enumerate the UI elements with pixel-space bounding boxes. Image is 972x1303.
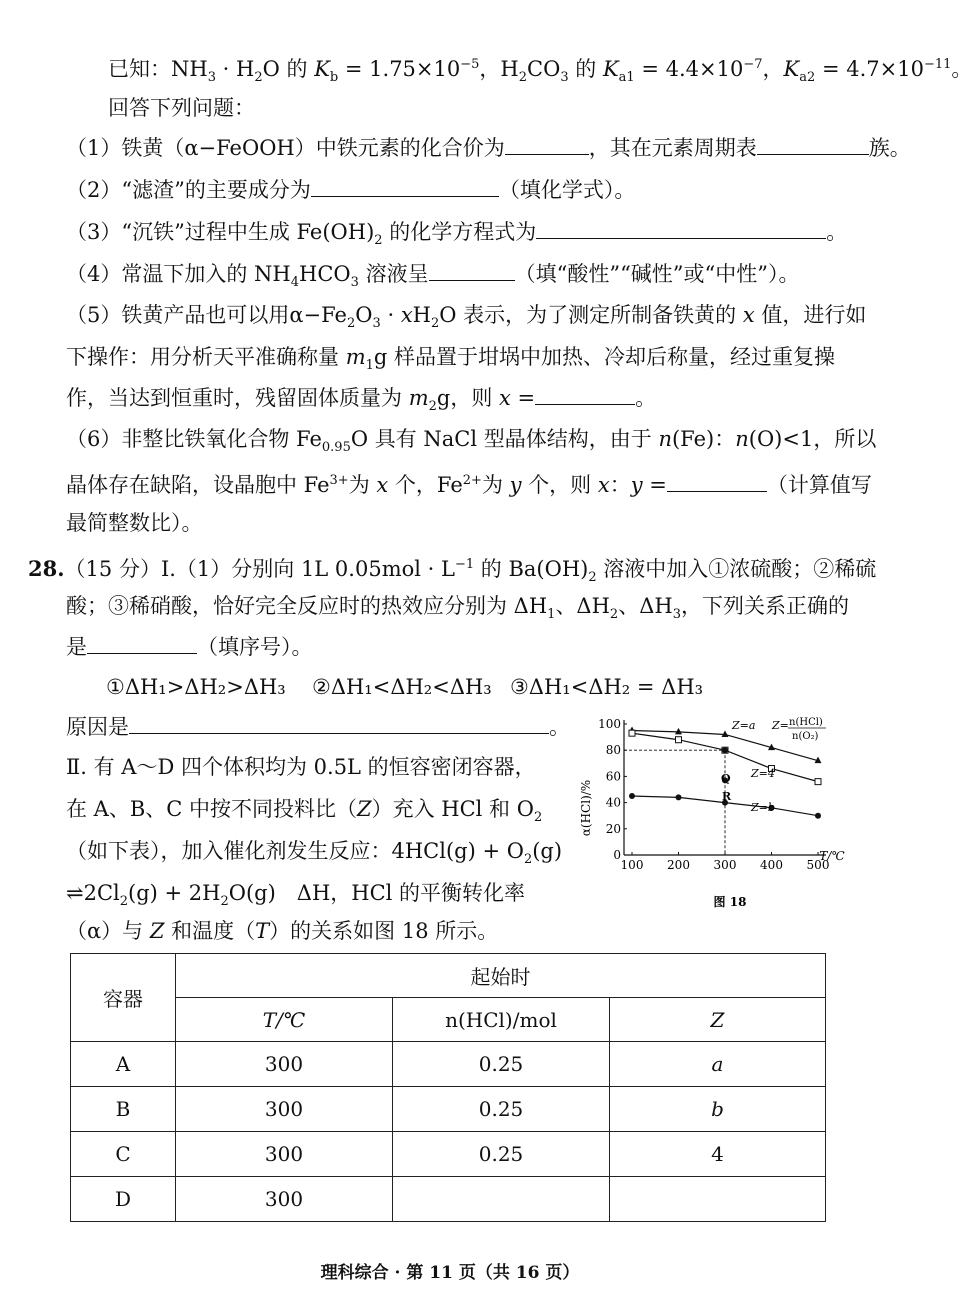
label-denominator: n(O₂) (792, 731, 819, 742)
superscript: −1 (454, 557, 475, 572)
answer-blank[interactable] (535, 384, 635, 405)
text: 值，进行如 (754, 303, 867, 327)
y-tick-label: 0 (613, 848, 621, 862)
table-row (71, 1177, 826, 1222)
subscript: 2 (523, 852, 533, 868)
data-point (815, 779, 821, 785)
text: = 1.75×10 (338, 57, 461, 81)
cell-n-hcl: 0.25 (393, 1042, 610, 1087)
text: ）充入 HCl 和 O (371, 797, 534, 821)
text: 作，当达到恒重时，残留固体质量为 (66, 386, 409, 410)
text: 和温度（ (164, 919, 256, 943)
question-28 (28, 550, 876, 593)
subscript: 1 (365, 358, 374, 374)
cell-n-hcl (393, 1177, 610, 1222)
x-axis-unit: T/℃ (819, 849, 845, 863)
text: （如下表），加入催化剂发生反应：4HCl(g) + O (66, 839, 524, 863)
part-2-line-4 (66, 878, 525, 917)
cell-container: D (71, 1177, 176, 1222)
conversion-chart (576, 708, 846, 918)
text: （5）铁黄产品也可以用α−Fe (66, 303, 347, 327)
question-6-line-3: 最简整数比）。 (66, 511, 203, 535)
y-axis-label: α(HCl)/% (579, 779, 593, 837)
data-point (629, 730, 635, 736)
subscript: a1 (618, 70, 635, 86)
y-tick-label: 40 (605, 795, 621, 810)
text: ， (762, 57, 784, 81)
variable: x (499, 386, 511, 410)
text: 为 (348, 473, 377, 497)
variable: y (630, 473, 643, 497)
label-z-4: Z=4 (751, 767, 775, 780)
variable: m (408, 386, 429, 410)
subscript: 2 (220, 894, 229, 910)
label-r: R (722, 790, 732, 803)
text: O 表示，为了测定所制备铁黄的 (439, 303, 743, 327)
cell-temperature: 300 (176, 1177, 393, 1222)
text: = 4.7×10 (815, 57, 924, 81)
part-2-line-1: Ⅱ. 有 A～D 四个体积均为 0.5L 的恒容密闭容器， (66, 755, 536, 779)
text: ，其在元素周期表 (588, 136, 757, 160)
header-start: 起始时 (176, 954, 826, 998)
text: （6）非整比铁氧化合物 Fe (66, 427, 322, 451)
text: 溶液呈 (358, 262, 429, 286)
question-2 (66, 175, 635, 205)
y-tick-label: 80 (605, 743, 621, 758)
subscript: 0.95 (321, 440, 351, 456)
text: = (510, 386, 536, 410)
kb-symbol: K (314, 57, 330, 81)
cell-z: a (610, 1042, 826, 1087)
superscript: −5 (460, 57, 480, 72)
text: · (380, 303, 401, 327)
question-3 (66, 217, 847, 256)
text: 的化学方程式为 (382, 220, 537, 244)
question-5-line-3 (66, 383, 656, 422)
text: 个，Fe (388, 473, 463, 497)
subscript: 2 (347, 316, 356, 332)
data-point (676, 794, 682, 800)
text: 已知：NH (108, 57, 208, 81)
x-tick-label: 200 (667, 858, 690, 872)
text: （计算值写 (766, 473, 872, 497)
text: HCO (299, 262, 351, 286)
text: ⇌2Cl (66, 881, 120, 905)
text: 酸；③稀硝酸，恰好完全反应时的热效应分别为 ΔH (66, 594, 548, 618)
marked-point (722, 747, 728, 753)
text: 是 (66, 635, 87, 659)
question-28-line-2 (66, 591, 849, 630)
subscript: 3 (207, 70, 216, 86)
data-point (676, 737, 682, 743)
superscript: 3+ (329, 473, 349, 488)
text: O 的 (262, 57, 315, 81)
y-tick-label: 60 (605, 769, 621, 784)
cell-n-hcl: 0.25 (393, 1087, 610, 1132)
data-point (675, 728, 682, 735)
page-footer: 理科综合 · 第 11 页（共 16 页） (320, 1263, 580, 1283)
cell-n-hcl: 0.25 (393, 1132, 610, 1177)
header-n-hcl: n(HCl)/mol (393, 998, 610, 1042)
subscript: 2 (609, 607, 619, 623)
label-z-def: Z= (772, 719, 789, 732)
text: 溶液中加入①浓硫酸；②稀硫 (596, 557, 877, 581)
text: (O)<1，所以 (748, 427, 877, 451)
label-q: Q (721, 772, 731, 785)
y-tick-label: 100 (598, 717, 621, 731)
reason-line (66, 712, 570, 742)
text: 。 (826, 220, 848, 244)
known-constants (108, 50, 972, 93)
subscript: 2 (428, 399, 437, 415)
text: ）的关系如图 18 所示。 (269, 919, 499, 943)
subscript: 2 (588, 570, 597, 586)
text: (Fe)： (671, 427, 736, 451)
text: （15 分）Ⅰ.（1）分别向 1L 0.05mol · L (64, 557, 455, 581)
option-2: ②ΔH₁<ΔH₂<ΔH₃ (312, 675, 492, 699)
text: （1）铁黄（α−FeOOH）中铁元素的化合价为 (66, 136, 505, 160)
question-1 (66, 133, 911, 163)
text: ： (609, 473, 631, 497)
x-tick-label: 500 (806, 858, 830, 872)
x-tick-label: 400 (760, 858, 783, 872)
option-1: ①ΔH₁>ΔH₂>ΔH₃ (106, 675, 286, 699)
text: g 样品置于坩埚中加热、冷却后称量，经过重复操 (373, 345, 836, 369)
superscript: −11 (923, 57, 952, 72)
text: 原因是 (66, 715, 129, 739)
data-point (722, 730, 729, 737)
x-tick-label: 100 (620, 858, 644, 872)
variable: n (658, 427, 672, 451)
text: 的 Ba(OH) (474, 557, 589, 581)
y-tick-label: 20 (605, 821, 621, 836)
variable: Z (357, 797, 372, 821)
answer-blank[interactable] (505, 134, 589, 155)
label-z-a: Z=a (732, 719, 756, 732)
cell-container: B (71, 1087, 176, 1132)
subscript: 3 (372, 316, 381, 332)
text: （2）“滤渣”的主要成分为 (66, 178, 311, 202)
part-2-line-3 (66, 836, 562, 875)
subscript: 2 (430, 316, 440, 332)
data-point (815, 813, 821, 819)
header-z: Z (610, 998, 826, 1042)
data-point (629, 793, 635, 799)
text: O(g) ΔH，HCl 的平衡转化率 (228, 881, 526, 905)
text: = (642, 473, 667, 497)
text: ，H (479, 57, 519, 81)
subscript: 3 (560, 70, 569, 86)
variable: n (735, 427, 749, 451)
subscript: 2 (119, 894, 129, 910)
text: 。 (549, 715, 570, 739)
subscript: 2 (254, 70, 263, 86)
text: 、ΔH (555, 594, 610, 618)
question-5 (66, 300, 866, 339)
variable: m (345, 345, 366, 369)
text: 族。 (868, 136, 911, 160)
answer-blank[interactable] (87, 633, 197, 654)
variable: T (255, 919, 270, 943)
text: O (355, 303, 373, 327)
label-z-b: Z=b (751, 801, 775, 814)
header-temperature: T/℃ (176, 998, 393, 1042)
text: g，则 (436, 386, 500, 410)
text: （填序号）。 (197, 635, 313, 659)
header-container: 容器 (71, 954, 176, 1042)
text: 下操作：用分析天平准确称量 (66, 345, 346, 369)
cell-temperature: 300 (176, 1132, 393, 1177)
cell-z: 4 (610, 1132, 826, 1177)
answer-blank[interactable] (757, 134, 869, 155)
question-5-line-2 (66, 342, 835, 381)
text: 。 (951, 57, 972, 81)
text: 在 A、B、C 中按不同投料比（ (66, 797, 358, 821)
figure-caption: 图 18 (713, 895, 747, 909)
container-table (70, 953, 826, 1222)
subscript: b (329, 70, 339, 86)
text: 个，则 (521, 473, 598, 497)
question-4 (66, 259, 800, 298)
table-row (71, 1087, 826, 1132)
part-2-line-2 (66, 794, 542, 833)
text: 。 (635, 386, 657, 410)
x-tick-label: 300 (713, 858, 737, 872)
answer-prompt: 回答下列问题： (108, 96, 255, 120)
question-28-line-3 (66, 632, 313, 662)
label-numerator: n(HCl) (789, 717, 823, 728)
question-6 (66, 424, 876, 463)
ka2-symbol: K (783, 57, 800, 81)
figure-18 (576, 708, 846, 918)
cell-z (610, 1177, 826, 1222)
subscript: 4 (290, 275, 300, 291)
text: （4）常温下加入的 NH (66, 262, 291, 286)
answer-blank[interactable] (667, 471, 767, 492)
part-2-line-5 (66, 916, 498, 946)
text: 晶体存在缺陷，设晶胞中 Fe (66, 473, 330, 497)
answer-blank[interactable] (129, 713, 549, 734)
text: （α）与 (66, 919, 150, 943)
variable: x (400, 303, 413, 327)
question-6-line-2 (66, 466, 872, 500)
text: 的 (568, 57, 603, 81)
text: (g) + 2H (128, 881, 221, 905)
text: （填化学式）。 (498, 178, 636, 202)
text: （3）“沉铁”过程中生成 Fe(OH) (66, 220, 375, 244)
text: H (412, 303, 431, 327)
variable: x (597, 473, 610, 497)
table-row (71, 1132, 826, 1177)
text: 为 (481, 473, 510, 497)
text: CO (527, 57, 561, 81)
text: （填“酸性”“碱性”或“中性”）。 (514, 262, 800, 286)
subscript: a2 (799, 70, 816, 86)
subscript: 2 (374, 233, 383, 249)
table-row (71, 1042, 826, 1087)
cell-temperature: 300 (176, 1087, 393, 1132)
answer-blank[interactable] (311, 176, 499, 197)
subscript: 2 (533, 810, 543, 826)
text: 、ΔH (618, 594, 673, 618)
text: (g) (532, 839, 563, 863)
text: · H (215, 57, 255, 81)
superscript: −7 (743, 57, 763, 72)
variable: x (376, 473, 389, 497)
cell-container: A (71, 1042, 176, 1087)
text: = 4.4×10 (634, 57, 744, 81)
subscript: 3 (350, 275, 359, 291)
ka1-symbol: K (602, 57, 619, 81)
variable: x (742, 303, 755, 327)
superscript: 2+ (462, 473, 482, 488)
text: ，下列关系正确的 (680, 594, 849, 618)
cell-container: C (71, 1132, 176, 1177)
variable: Z (149, 919, 165, 943)
subscript: 1 (547, 607, 556, 623)
cell-z: b (610, 1087, 826, 1132)
question-number: 28. (28, 556, 65, 581)
text: O 具有 NaCl 型晶体结构，由于 (350, 427, 659, 451)
answer-blank[interactable] (429, 260, 515, 281)
subscript: 3 (672, 607, 681, 623)
cell-temperature: 300 (176, 1042, 393, 1087)
variable: y (509, 473, 522, 497)
option-3: ③ΔH₁<ΔH₂ = ΔH₃ (510, 675, 704, 699)
answer-blank[interactable] (536, 218, 826, 239)
subscript: 2 (518, 70, 528, 86)
